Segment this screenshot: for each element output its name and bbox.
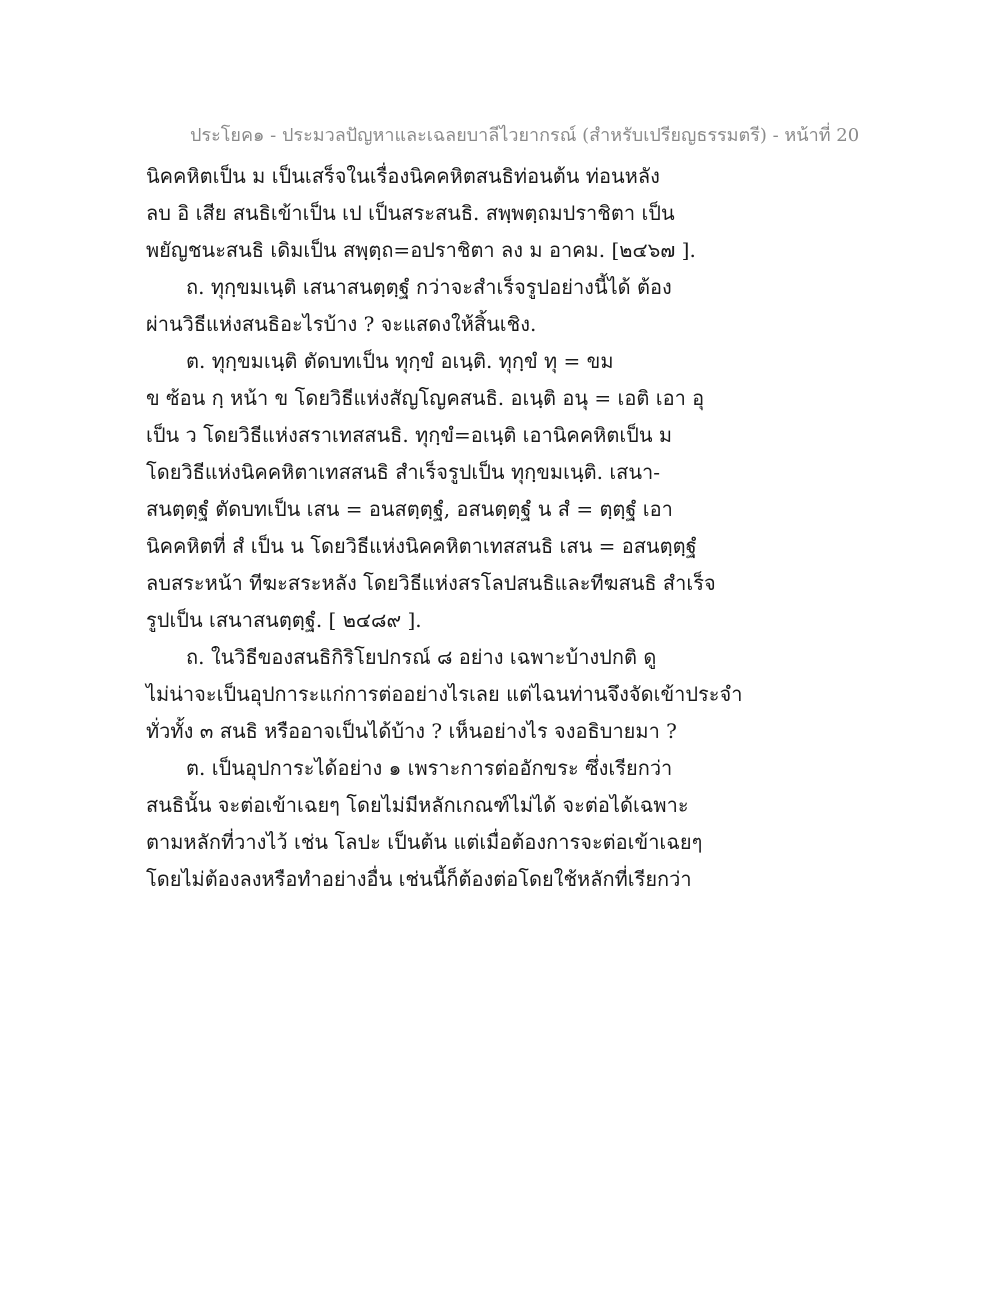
text-line-8: เป็น ว โดยวิธีแห่งสราเทสสนธิ. ทุกฺขํ=อเนฺติ เอานิคคหิตเป็น ม <box>146 423 673 447</box>
text-line-20: โดยไม่ต้องลงหรือทำอย่างอื่น เช่นนี้ก็ต้องต่อโดยใช้หลักที่เรียกว่า <box>146 867 692 891</box>
text-line-9: โดยวิธีแห่งนิคคหิตาเทสสนธิ สำเร็จรูปเป็น ทุกฺขมเนฺติ. เสนา- <box>146 460 661 484</box>
text-line-1: นิคคหิตเป็น ม เป็นเสร็จในเรื่องนิคคหิตสนธิท่อนต้น ท่อนหลัง <box>146 164 660 188</box>
text-line-12: ลบสระหน้า ทีฆะสระหลัง โดยวิธีแห่งสรโลปสนธิและทีฆสนธิ สำเร็จ <box>146 571 716 595</box>
running-header: ประโยค๑ - ประมวลปัญหาและเฉลยบาลีไวยากรณ์ (สำหรับเปรียญธรรมตรี) - หน้าที่ 20 <box>190 125 860 146</box>
text-line-5: ผ่านวิธีแห่งสนธิอะไรบ้าง ? จะแสดงให้สิ้นเชิง. <box>146 312 537 336</box>
answer-line-1: ต. ทุกฺขมเนฺติ ตัดบทเป็น ทุกฺขํ อเนฺติ. ทุกฺขํ ทุ = ขม <box>186 349 614 373</box>
text-line-2: ลบ อิ เสีย สนธิเข้าเป็น เป เป็นสระสนธิ. สพฺพตฺถมปราชิตา เป็น <box>146 201 675 225</box>
text-line-19: ตามหลักที่วางไว้ เช่น โลปะ เป็นต้น แต่เมื่อต้องการจะต่อเข้าเฉยๆ <box>146 830 703 854</box>
text-line-15: ไม่น่าจะเป็นอุปการะแก่การต่ออย่างไรเลย แต่ไฉนท่านจึงจัดเข้าประจำ <box>146 682 743 706</box>
text-line-3: พยัญชนะสนธิ เดิมเป็น สพฺตฺถ=อปราชิตา ลง ม อาคม. [๒๔๖๗ ]. <box>146 238 696 262</box>
text-line-18: สนธินั้น จะต่อเข้าเฉยๆ โดยไม่มีหลักเกณฑ์ไม่ได้ จะต่อได้เฉพาะ <box>146 793 689 817</box>
text-line-10: สนตฺตฺฐํ ตัดบทเป็น เสน = อนสตฺตฺฐํ, อสนตฺตฺฐํ น สํ = ตฺตฺฐํ เอา <box>146 497 673 521</box>
question-line-1: ถ. ทุกฺขมเนฺติ เสนาสนตฺตฺฐํ กว่าจะสำเร็จรูปอย่างนี้ได้ ต้อง <box>186 275 672 299</box>
question-line-2: ถ. ในวิธีของสนธิกิริโยปกรณ์ ๘ อย่าง เฉพาะบ้างปกติ ดู <box>186 645 657 669</box>
text-line-11: นิคคหิตที่ สํ เป็น น โดยวิธีแห่งนิคคหิตาเทสสนธิ เสน = อสนตฺตฺฐํ <box>146 534 697 558</box>
text-line-13: รูปเป็น เสนาสนตฺตฺฐํ. [ ๒๔๘๙ ]. <box>146 608 422 632</box>
text-line-16: ทั่วทั้ง ๓ สนธิ หรืออาจเป็นได้บ้าง ? เห็นอย่างไร จงอธิบายมา ? <box>146 719 677 743</box>
answer-line-2: ต. เป็นอุปการะได้อย่าง ๑ เพราะการต่ออักขระ ซึ่งเรียกว่า <box>186 756 673 780</box>
body-text <box>146 158 866 898</box>
text-line-7: ข ซ้อน กฺ หน้า ข โดยวิธีแห่งสัญโญคสนธิ. อเนฺติ อนุ = เอติ เอา อุ <box>146 386 705 410</box>
